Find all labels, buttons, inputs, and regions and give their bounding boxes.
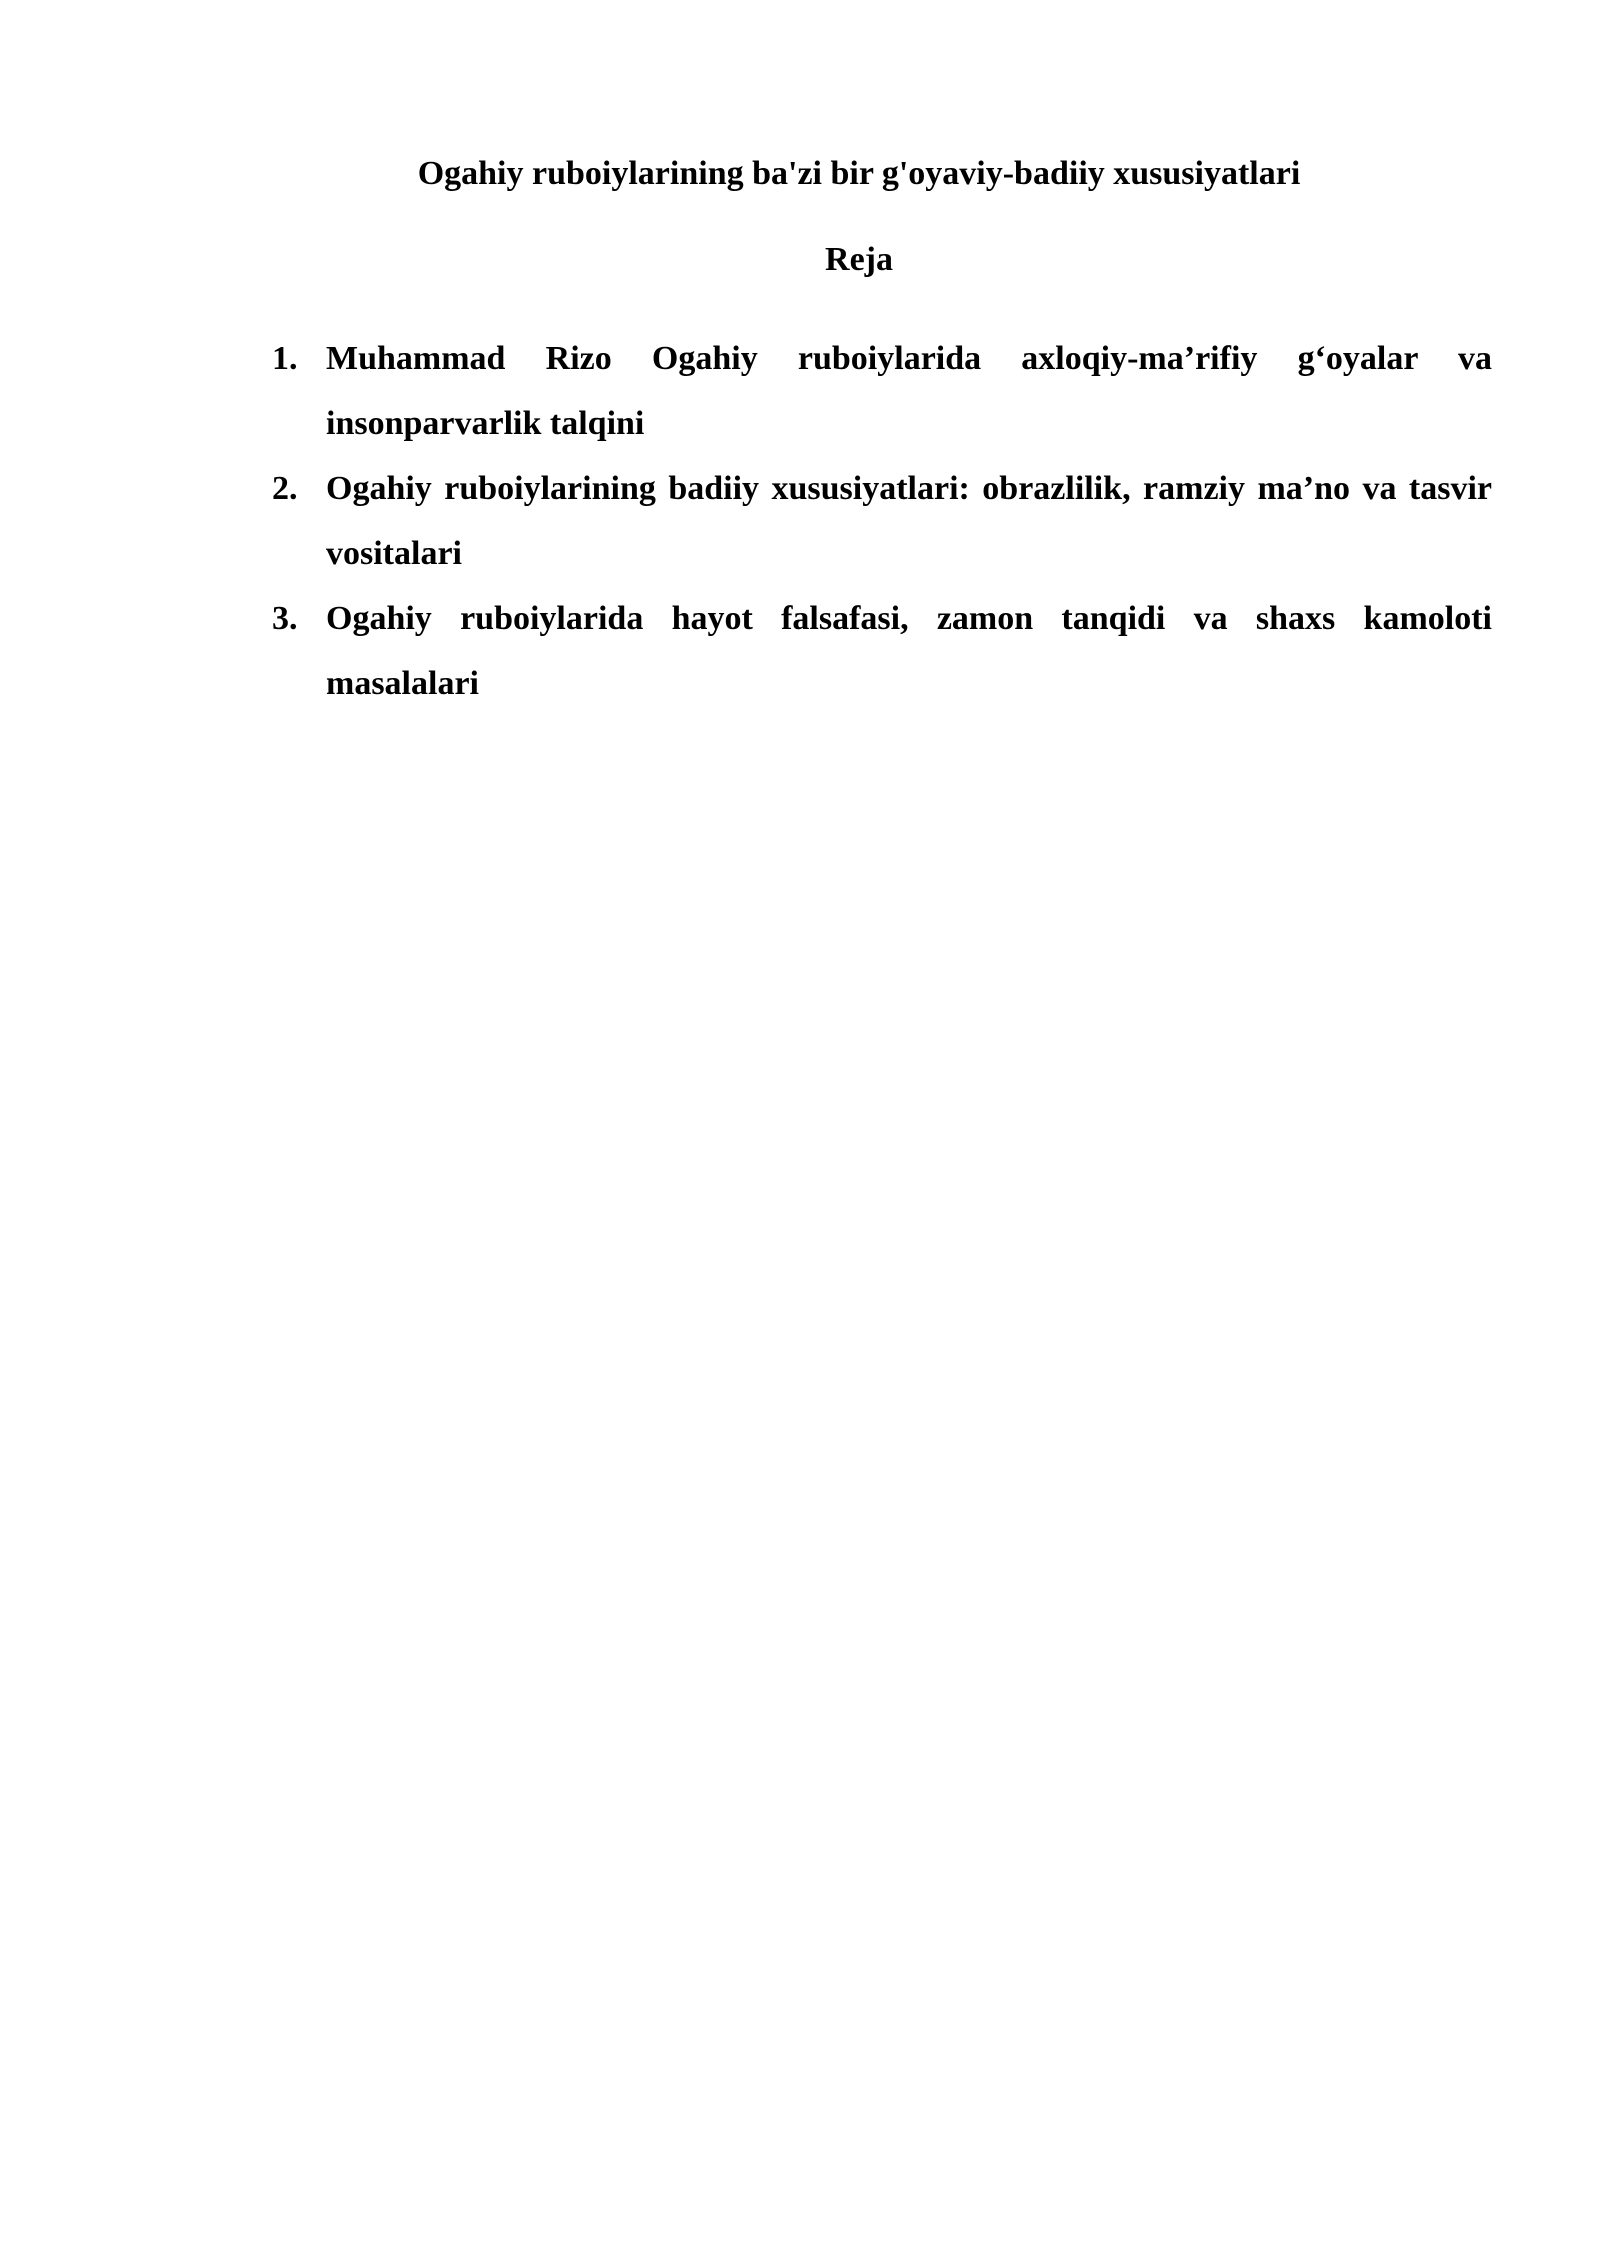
plan-item-number: 2.	[272, 470, 298, 507]
plan-item-text: Muhammad Rizo Ogahiy ruboiylarida axloqiy-ma’rifiy g‘oyalar va insonparvarlik talqini	[326, 340, 1492, 442]
plan-item-number: 1.	[272, 340, 298, 377]
plan-item-number: 3.	[272, 600, 298, 637]
plan-item-text: Ogahiy ruboiylarining badiiy xususiyatlari: obrazlilik, ramziy ma’no va tasvir vositalari	[326, 470, 1492, 572]
plan-item	[272, 326, 1492, 456]
document-title: Ogahiy ruboiylarining ba'zi bir g'oyaviy-badiiy xususiyatlari	[417, 155, 1301, 192]
plan-item-text: Ogahiy ruboiylarida hayot falsafasi, zamon tanqidi va shaxs kamoloti masalalari	[326, 600, 1492, 702]
plan-item	[272, 586, 1492, 716]
plan-list	[272, 326, 1492, 716]
plan-heading: Reja	[825, 241, 893, 278]
plan-item	[272, 456, 1492, 586]
